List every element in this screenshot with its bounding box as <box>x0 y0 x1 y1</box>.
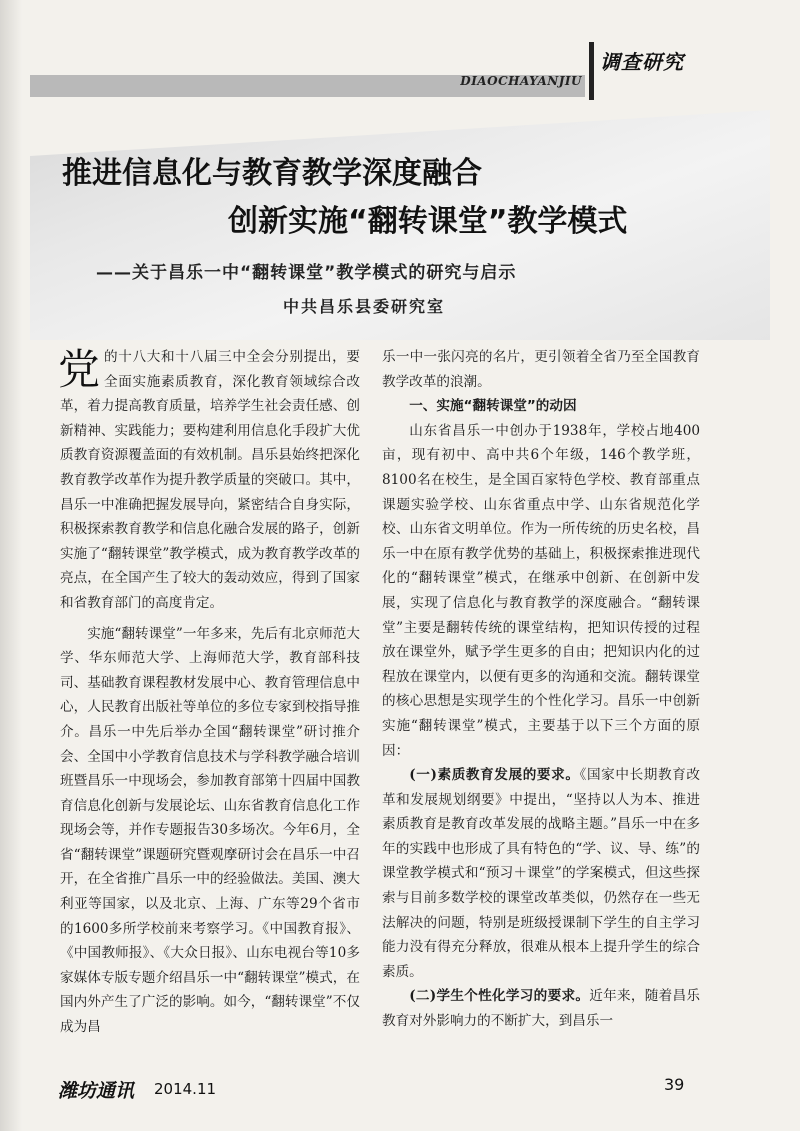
page-number: 39 <box>664 1075 685 1094</box>
article-subtitle: ——关于昌乐一中“翻转课堂”教学模式的研究与启示 <box>96 263 517 283</box>
section-title: 调查研究 <box>600 50 684 74</box>
paragraph: 乐一中一张闪亮的名片，更引领着全省乃至全国教育教学改革的浪潮。 <box>382 349 700 390</box>
paragraph <box>60 345 360 616</box>
paragraph <box>382 984 700 1033</box>
drop-cap: 党 <box>58 345 101 394</box>
paragraph: 实施“翻转课堂”一年多来，先后有北京师范大学、华东师范大学、上海师范大学，教育部科技司、基础教育课程教材发展中心、教育管理信息中心，人民教育出版社等单位的多位专家到校指导推介。昌乐一中先后举办全国“翻转课堂”研讨推介会、全国中小学教育信息技术与学科教学融合培训班暨昌乐一中现场会，参加教育部第十四届中国教育信息化创新与发展论坛、山东省教育信息化工作现场会等，并作专题报告30多场次。今年6月，全省“翻转课堂”课题研究暨观摩研讨会在昌乐一中召开，在全省推广昌乐一中的经验做法。美国、澳大利亚等国家，以及北京、上海、广东等29个省市的1600多所学校前来考察学习。《中国教育报》、《中国教师报》、《大众日报》、山东电视台等10多家媒体专版专题介绍昌乐一中“翻转课堂”模式，在国内外产生了广泛的影响。如今，“翻转课堂”不仅成为昌 <box>60 625 360 1036</box>
right-column <box>382 345 700 1034</box>
paragraph-text: 的十八大和十八届三中全会分别提出，要全面实施素质教育，深化教育领域综合改革，着力提高教育质量，培养学生社会责任感、创新精神、实践能力；要构建利用信息化手段扩大优质教育资源覆盖面的有效机制。昌乐县始终把深化教育教学改革作为提升教学质量的突破口。其中，昌乐一中准确把握发展导向，紧密结合自身实际，积极探索教育教学和信息化融合发展的路子，创新实施了“翻转课堂”教学模式，成为教育教学改革的亮点，在全国产生了较大的轰动效应，得到了国家和省教育部门的高度肯定。 <box>60 349 360 611</box>
article-author: 中共昌乐县委研究室 <box>283 297 446 316</box>
section-heading: 一、实施“翻转课堂”的动因 <box>409 398 577 415</box>
paragraph <box>382 763 700 984</box>
left-column <box>60 345 360 1040</box>
paragraph: 山东省昌乐一中创办于1938年，学校占地400亩，现有初中、高中共6个年级，146个教学班，8100名在校生，是全国百家特色学校、教育部重点课题实验学校、山东省重点中学、山东省规范化学校、山东省文明单位。作为一所传统的历史名校，昌乐一中在原有教学优势的基础上，积极探索推进现代化的“翻转课堂”模式，在继承中创新、在创新中发展，实现了信息化与教育教学的深度融合。“翻转课堂”主要是翻转传统的课堂结构，把知识传授的过程放在课堂外，赋予学生更多的自由；把知识内化的过程放在课堂内，以便有更多的沟通和交流。翻转课堂的核心思想是实现学生的个性化学习。昌乐一中创新实施“翻转课堂”模式，主要基于以下三个方面的原因： <box>382 422 700 759</box>
page-edge-shadow <box>0 0 22 1131</box>
subsection-heading: (二)学生个性化学习的要求。 <box>409 988 590 1005</box>
header-divider <box>589 42 594 100</box>
paragraph-text: 《国家中长期教育改革和发展规划纲要》中提出，“坚持以人为本、推进素质教育是教育改革发展的战略主题。”昌乐一中在多年的实践中也形成了具有特色的“学、议、导、练”的课堂教学模式和“预习＋课堂”的学案模式，但这些探索与目前多数学校的课堂改革类似，仍然存在一些无法解决的问题，特别是班级授课制下学生的自主学习能力没有得充分释放，很难从根本上提升学生的综合素质。 <box>382 767 700 980</box>
subsection-heading: (一)素质教育发展的要求。 <box>409 767 580 784</box>
issue-date: 2014.11 <box>154 1080 217 1098</box>
article-title-line1: 推进信息化与教育教学深度融合 <box>62 156 482 191</box>
section-pinyin: DIAOCHAYANJIU <box>460 74 582 88</box>
journal-logo: 潍坊通讯 <box>58 1080 135 1102</box>
article-title-line2: 创新实施“翻转课堂”教学模式 <box>228 204 628 239</box>
paragraph-text: 近年来，随着昌乐教育对外影响力的不断扩大，到昌乐一 <box>382 988 700 1030</box>
